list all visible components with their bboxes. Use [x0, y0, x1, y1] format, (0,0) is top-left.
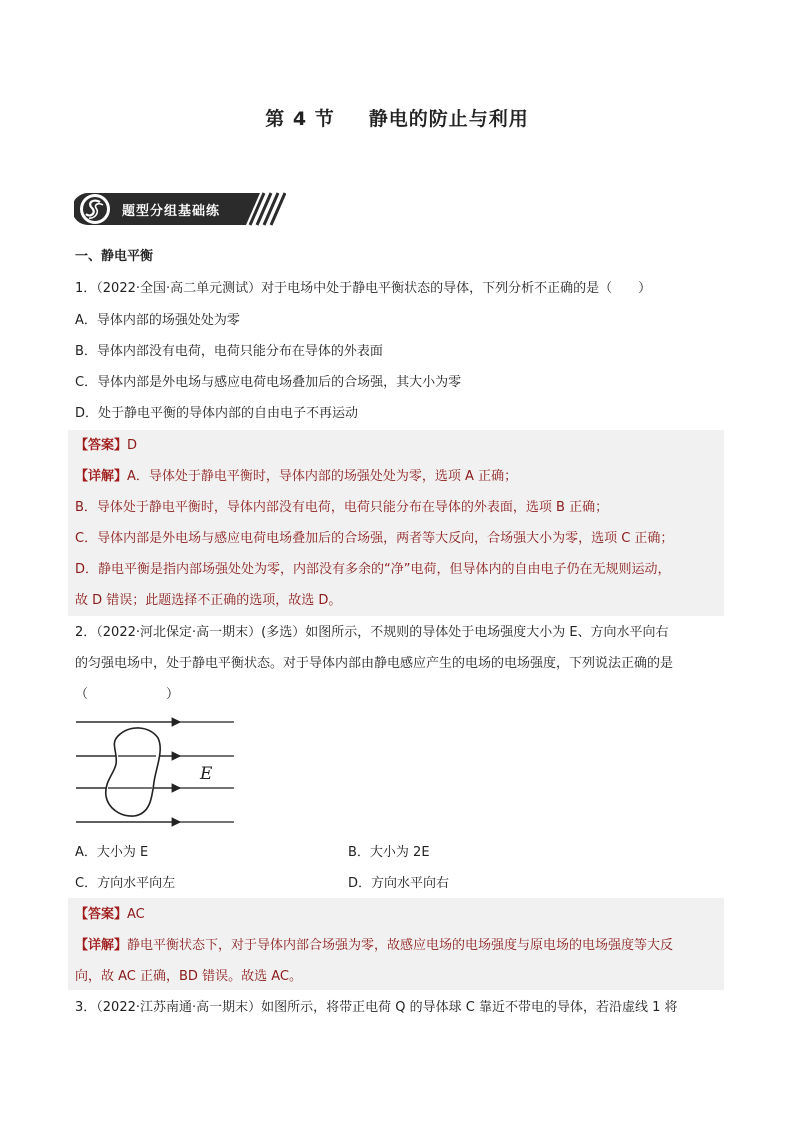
- q1-stem: 1．（2022·全国·高二单元测试）对于电场中处于静电平衡状态的导体，下列分析不正确的是（ ）: [75, 281, 652, 296]
- irregular-conductor: [106, 728, 160, 816]
- q2-option-d: D．方向水平向右: [348, 876, 450, 891]
- section-heading: 一、静电平衡: [75, 249, 154, 264]
- section-number: 第 4 节: [265, 108, 335, 130]
- q2-stem-2: 的匀强电场中，处于静电平衡状态。对于导体内部由静电感应产生的电场的电场强度，下列说法正确的是: [75, 656, 674, 671]
- section-topic: 静电的防止与利用: [368, 108, 529, 130]
- q2-stem-3: （ ）: [75, 687, 180, 702]
- q2-detail-2: 向，故 AC 正确，BD 错误。故选 AC。: [75, 969, 302, 984]
- q2-answer: 【答案】AC: [75, 907, 145, 922]
- q1-detail-c: C．导体内部是外电场与感应电荷电场叠加后的合场强，两者等大反向，合场强大小为零，选项 C 正确；: [75, 531, 674, 546]
- q2-option-a: A．大小为 E: [75, 845, 149, 860]
- q1-detail-d: D．静电平衡是指内部场强处处为零，内部没有多余的“净”电荷，但导体内的自由电子仍在无规则运动，: [75, 562, 671, 577]
- q1-option-b: B．导体内部没有电荷，电荷只能分布在导体的外表面: [75, 344, 383, 359]
- field-label: E: [200, 764, 213, 784]
- q2-stem-1: 2．（2022·河北保定·高一期末）(多选）如图所示，不规则的导体处于电场强度大小为 E、方向水平向右: [75, 625, 669, 640]
- page-title: [0, 104, 794, 131]
- q1-option-a: A．导体内部的场强处处为零: [75, 313, 240, 328]
- q1-answer: 【答案】D: [75, 438, 138, 453]
- banner-label: 题型分组基础练: [122, 204, 221, 219]
- q1-option-d: D．处于静电平衡的导体内部的自由电子不再运动: [75, 406, 359, 421]
- q1-option-c: C．导体内部是外电场与感应电荷电场叠加后的合场强，其大小为零: [75, 375, 462, 390]
- q1-answer-block: [68, 430, 724, 616]
- q2-detail-1: 【详解】静电平衡状态下，对于导体内部合场强为零，故感应电场的电场强度与原电场的电场强度等大反: [75, 938, 674, 953]
- q3-stem: 3．（2022·江苏南通·高一期末）如图所示，将带正电荷 Q 的导体球 C 靠近不带电的导体，若沿虚线 1 将: [75, 1000, 678, 1015]
- electric-field-figure: [72, 710, 238, 834]
- q2-option-b: B．大小为 2E: [348, 845, 430, 860]
- q1-detail-d2: 故 D 错误；此题选择不正确的选项，故选 D。: [75, 593, 342, 608]
- q1-detail-b: B．导体处于静电平衡时，导体内部没有电荷，电荷只能分布在导体的外表面，选项 B 正确；: [75, 500, 609, 515]
- q2-option-c: C．方向水平向左: [75, 876, 176, 891]
- q1-detail-a: 【详解】A．导体处于静电平衡时，导体内部的场强处处为零，选项 A 正确；: [75, 469, 518, 484]
